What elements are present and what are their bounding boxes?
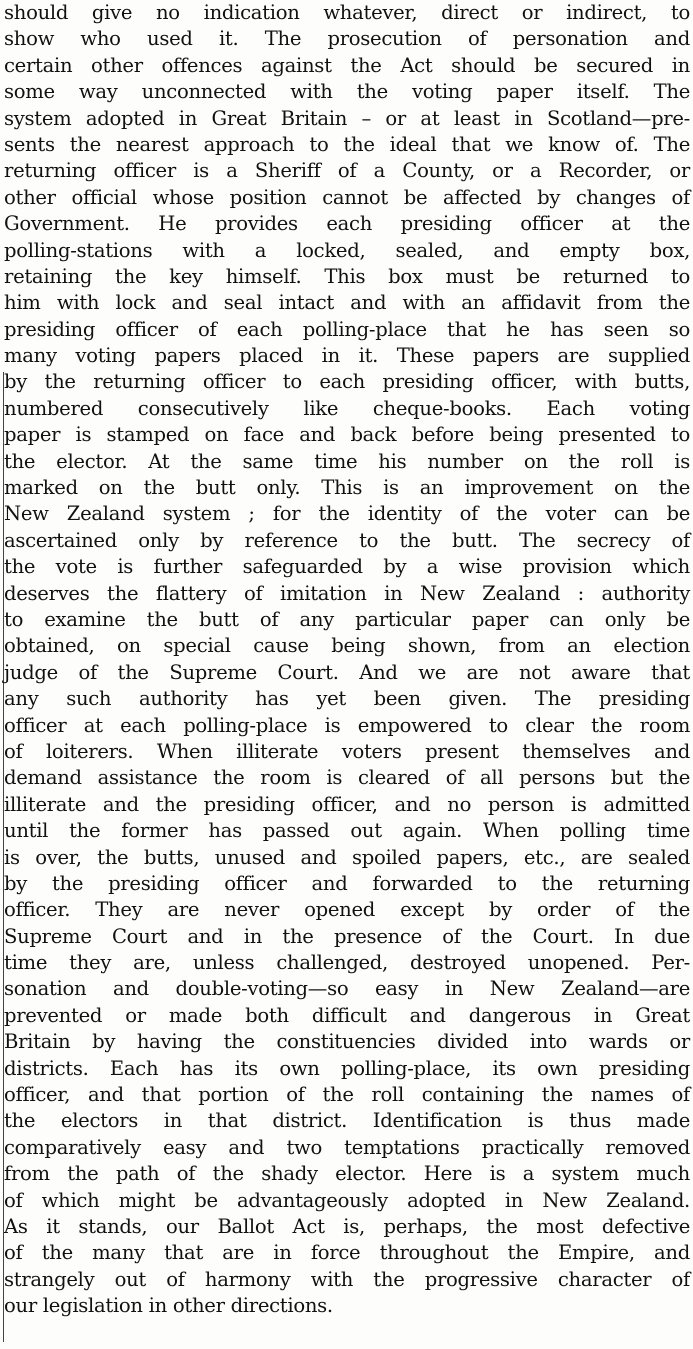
text-line: show who used it. The prosecution of personation and bbox=[4, 27, 690, 51]
text-line: officer at each polling-place is empowered to clear the room bbox=[4, 713, 690, 737]
text-line: numbered consecutively like cheque-books. Each voting bbox=[4, 396, 690, 420]
text-line: officer. They are never opened except by order of the bbox=[4, 898, 690, 922]
text-line: sents the nearest approach to the ideal that we know of. The bbox=[4, 132, 690, 156]
text-line: any such authority has yet been given. The presiding bbox=[4, 687, 690, 711]
text-line: obtained, on special cause being shown, from an election bbox=[4, 634, 690, 658]
text-line: certain other offences against the Act should be secured in bbox=[4, 53, 690, 77]
text-line: of loiterers. When illiterate voters present themselves and bbox=[4, 739, 690, 763]
text-line: many voting papers placed in it. These papers are supplied bbox=[4, 344, 690, 368]
text-line: by the presiding officer and forwarded to the returning bbox=[4, 871, 690, 895]
text-line: comparatively easy and two temptations practically removed bbox=[4, 1135, 690, 1159]
text-line: presiding officer of each polling-place that he has seen so bbox=[4, 317, 690, 341]
text-line: Supreme Court and in the presence of the Court. In due bbox=[4, 924, 690, 948]
text-line: Government. He provides each presiding officer at the bbox=[4, 212, 690, 236]
text-line: time they are, unless challenged, destroyed unopened. Per- bbox=[4, 951, 690, 975]
text-line: strangely out of harmony with the progressive character of bbox=[4, 1267, 690, 1291]
text-line: from the path of the shady elector. Here is a system much bbox=[4, 1162, 690, 1186]
text-line: other official whose position cannot be affected by changes of bbox=[4, 185, 690, 209]
text-line: of the many that are in force throughout the Empire, and bbox=[4, 1241, 690, 1265]
text-line: returning officer is a Sheriff of a County, or a Recorder, or bbox=[4, 159, 690, 183]
text-line: until the former has passed out again. When polling time bbox=[4, 819, 690, 843]
text-line: Britain by having the constituencies divided into wards or bbox=[4, 1030, 690, 1054]
text-line: sonation and double-voting—so easy in New Zealand—are bbox=[4, 977, 690, 1001]
text-line: some way unconnected with the voting paper itself. The bbox=[4, 80, 690, 104]
text-line: deserves the flattery of imitation in New Zealand : authority bbox=[4, 581, 690, 605]
text-line: demand assistance the room is cleared of all persons but the bbox=[4, 766, 690, 790]
text-line: the electors in that district. Identification is thus made bbox=[4, 1109, 690, 1133]
text-line: him with lock and seal intact and with an affidavit from the bbox=[4, 291, 690, 315]
text-line-final: our legislation in other directions. bbox=[4, 1294, 333, 1318]
text-line: As it stands, our Ballot Act is, perhaps, the most defective bbox=[4, 1214, 690, 1238]
text-line: of which might be advantageously adopted in New Zealand. bbox=[4, 1188, 690, 1212]
text-line: retaining the key himself. This box must be returned to bbox=[4, 264, 690, 288]
text-line: is over, the butts, unused and spoiled papers, etc., are sealed bbox=[4, 845, 690, 869]
text-line: judge of the Supreme Court. And we are not aware that bbox=[4, 660, 690, 684]
text-line: ascertained only by reference to the butt. The secrecy of bbox=[4, 528, 690, 552]
text-line: system adopted in Great Britain – or at least in Scotland—pre- bbox=[4, 106, 690, 130]
text-line: to examine the butt of any particular paper can only be bbox=[4, 607, 690, 631]
text-line: the elector. At the same time his number on the roll is bbox=[4, 449, 690, 473]
text-line: illiterate and the presiding officer, and no person is admitted bbox=[4, 792, 690, 816]
text-line: the vote is further safeguarded by a wise provision which bbox=[4, 555, 690, 579]
text-line: polling-stations with a locked, sealed, and empty box, bbox=[4, 238, 690, 262]
text-line: officer, and that portion of the roll containing the names of bbox=[4, 1083, 690, 1107]
text-line: by the returning officer to each presiding officer, with butts, bbox=[4, 370, 690, 394]
text-line: should give no indication whatever, direct or indirect, to bbox=[4, 1, 690, 24]
text-line: prevented or made both difficult and dangerous in Great bbox=[4, 1003, 690, 1027]
article-body bbox=[4, 0, 690, 1320]
text-line: New Zealand system ; for the identity of the voter can be bbox=[4, 502, 690, 526]
text-line: marked on the butt only. This is an improvement on the bbox=[4, 476, 690, 500]
text-line: paper is stamped on face and back before being presented to bbox=[4, 423, 690, 447]
text-line: districts. Each has its own polling-place, its own presiding bbox=[4, 1056, 690, 1080]
